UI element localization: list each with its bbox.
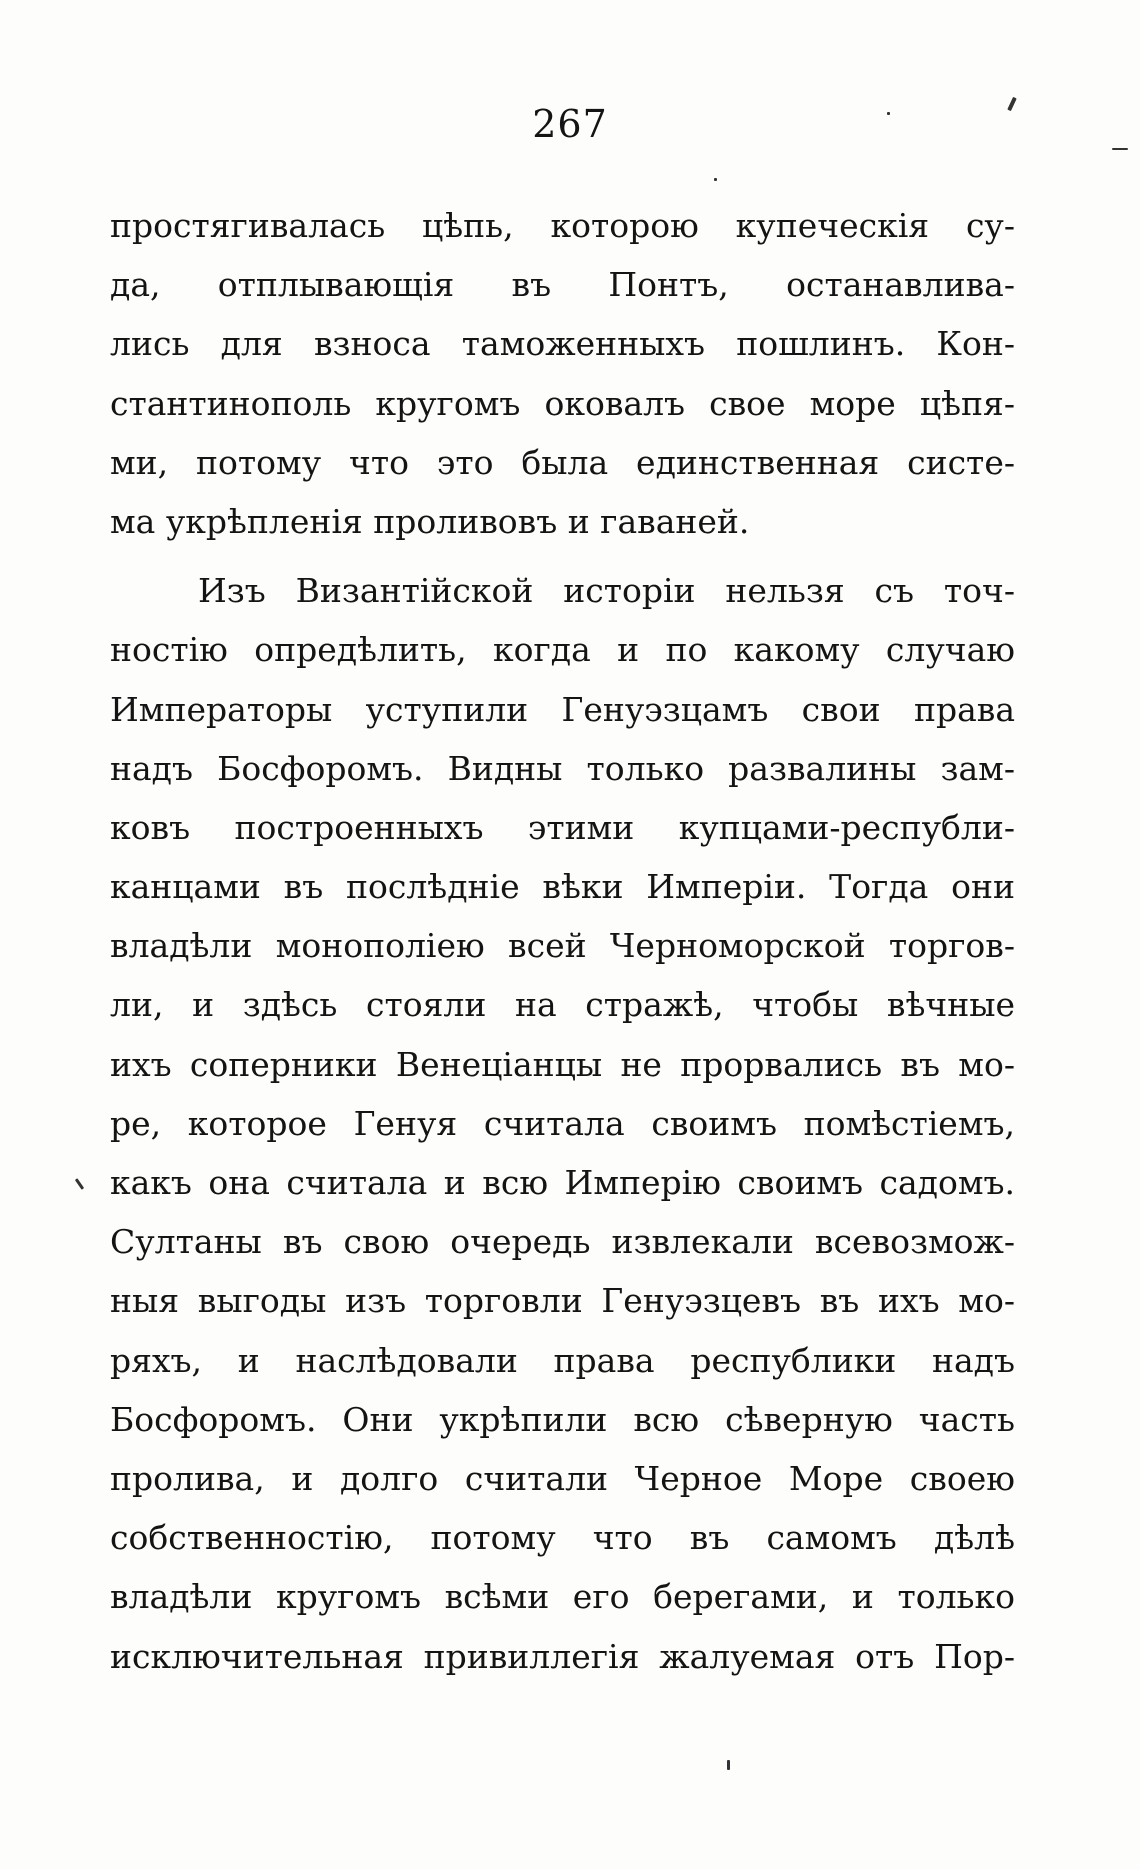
text-line: стантинополь кругомъ оковалъ свое море цѣпя-: [110, 383, 1015, 423]
text-line: ряхъ, и наслѣдовали права республики надъ: [110, 1340, 1015, 1380]
text-line: пролива, и долго считали Черное Море своею: [110, 1458, 1015, 1498]
scan-speck: [727, 1760, 730, 1770]
text-line: да, отплывающія въ Понтъ, останавлива-: [110, 265, 1015, 305]
text-line: ихъ соперники Венеціанцы не прорвались въ мо-: [110, 1044, 1015, 1084]
text-line: ковъ построенныхъ этими купцами-республи-: [110, 807, 1015, 847]
text-line: ре, которое Генуя считала своимъ помѣстіемъ,: [110, 1103, 1015, 1143]
scan-speck: [714, 178, 717, 181]
text-line: простягивалась цѣпь, которою купеческія су-: [110, 206, 1015, 245]
text-line: ми, потому что это была единственная систе-: [110, 442, 1015, 482]
text-line: ма укрѣпленія проливовъ и гаваней.: [110, 501, 750, 541]
scan-speck: [887, 112, 890, 115]
text-line: Императоры уступили Генуэзцамъ свои права: [110, 689, 1015, 729]
scan-speck: [75, 1178, 84, 1190]
text-line: исключительная привиллегія жалуемая отъ Пор-: [110, 1636, 1015, 1676]
text-line: владѣли монополіею всей Черноморской торгов-: [110, 926, 1015, 966]
paragraph-2: [110, 561, 1015, 1686]
text-line: Босфоромъ. Они укрѣпили всю сѣверную часть: [110, 1399, 1015, 1439]
text-line: лись для взноса таможенныхъ пошлинъ. Кон-: [110, 324, 1015, 364]
text-line: собственностію, потому что въ самомъ дѣлѣ: [110, 1518, 1015, 1558]
text-line: владѣли кругомъ всѣми его берегами, и только: [110, 1577, 1015, 1617]
page-number: 267: [532, 102, 608, 146]
text-line: Султаны въ свою очередь извлекали всевозмож-: [110, 1222, 1015, 1262]
paragraph-1: [110, 196, 1015, 551]
text-line: Изъ Византійской исторіи нельзя съ точ-: [198, 571, 1015, 611]
text-line: надъ Босфоромъ. Видны только развалины зам-: [110, 748, 1015, 788]
text-line: канцами въ послѣдніе вѣки Имперіи. Тогда они: [110, 867, 1015, 907]
body-text: [110, 196, 1015, 1686]
text-line: ныя выгоды изъ торговли Генуэзцевъ въ ихъ мо-: [110, 1281, 1015, 1321]
text-line: ностію опредѣлить, когда и по какому случаю: [110, 630, 1015, 670]
text-line: ли, и здѣсь стояли на стражѣ, чтобы вѣчные: [110, 985, 1015, 1025]
text-line: какъ она считала и всю Имперію своимъ садомъ.: [110, 1163, 1015, 1202]
scan-speck: [1112, 148, 1128, 150]
